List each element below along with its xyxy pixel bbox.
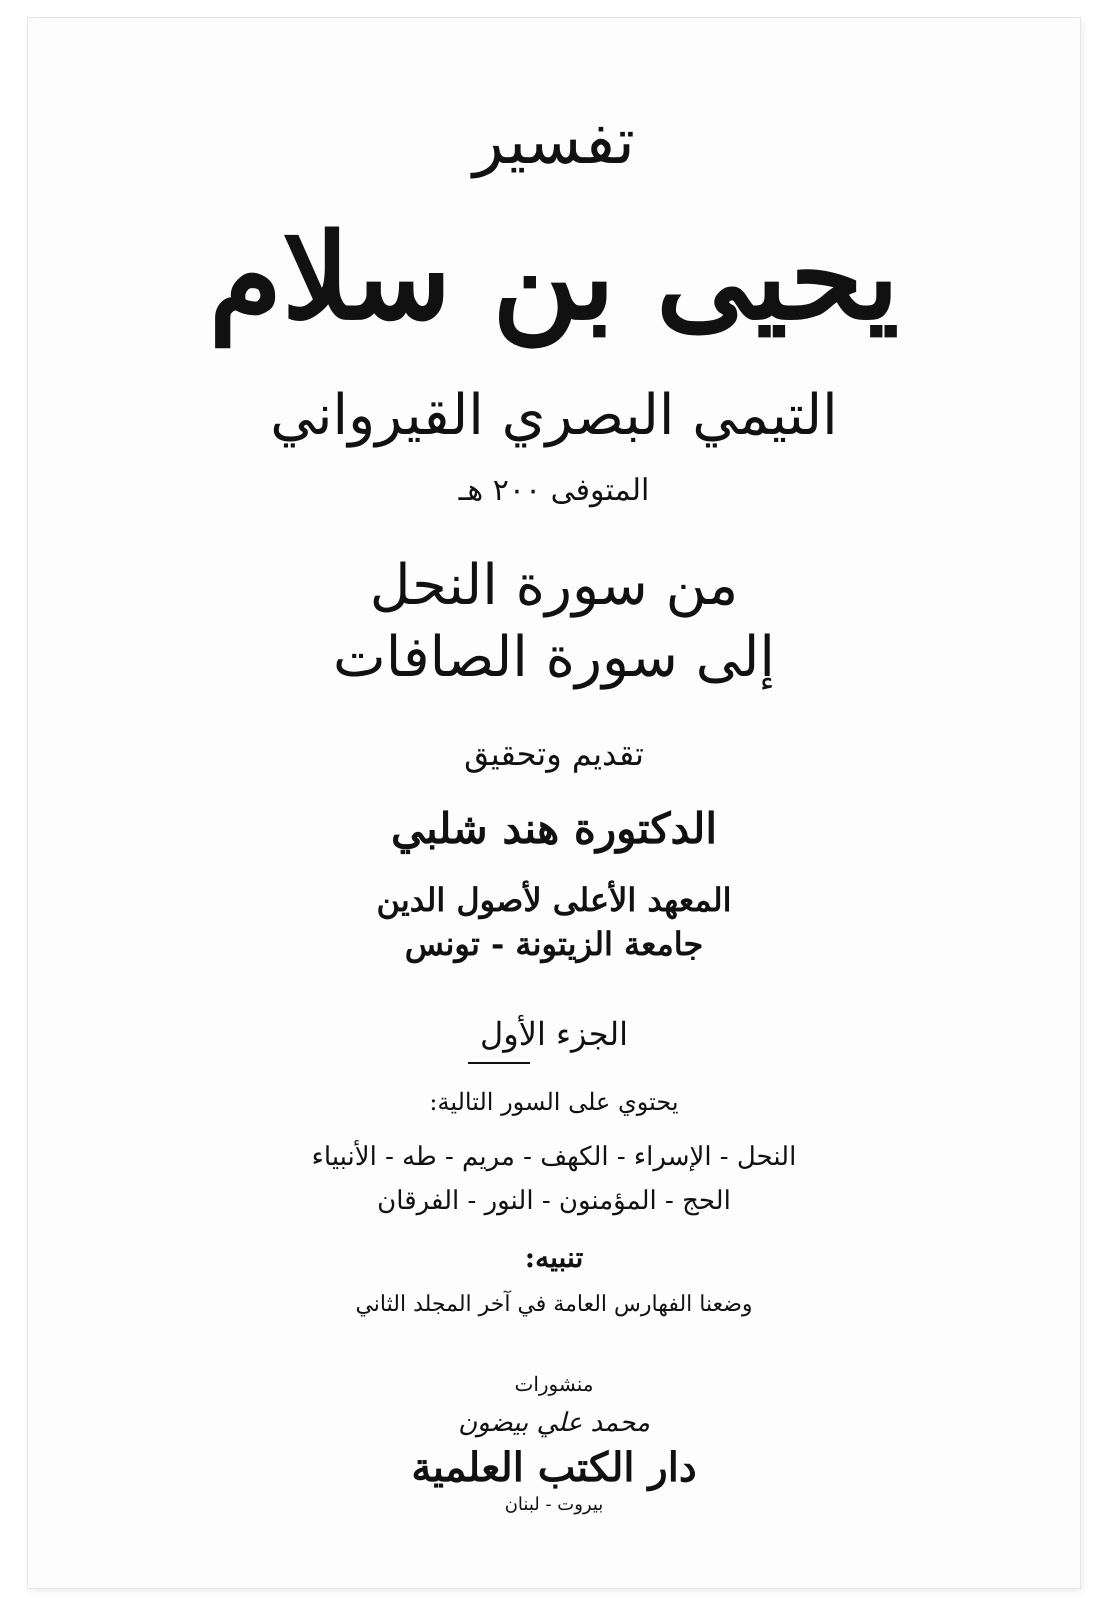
author-name: يحيى بن سلام xyxy=(208,207,900,346)
publisher-city: بيروت - لبنان xyxy=(504,1494,604,1515)
range-end: إلى سورة الصافات xyxy=(333,625,775,690)
editor-university: جامعة الزيتونة - تونس xyxy=(404,925,704,963)
range-start: من سورة النحل xyxy=(369,553,739,618)
author-nisba: التيمي البصري القيرواني xyxy=(270,383,838,448)
publishing-house-logo: دار الكتب العلمية xyxy=(411,1444,697,1491)
editor-institution: المعهد الأعلى لأصول الدين xyxy=(376,881,732,919)
volume-label: الجزء الأول xyxy=(479,1015,628,1053)
note-label: تنبيه: xyxy=(524,1241,584,1274)
surah-list-line-1: النحل - الإسراء - الكهف - مريم - طه - الأنبياء xyxy=(311,1142,797,1172)
volume-underline xyxy=(468,1062,530,1064)
tafsir-heading: تفسير xyxy=(473,105,635,179)
surah-list-line-2: الحج - المؤمنون - النور - الفرقان xyxy=(377,1186,731,1216)
author-death-date: المتوفى ٢٠٠ هـ xyxy=(458,473,650,508)
publisher-label: منشورات xyxy=(514,1372,594,1396)
note-text: وضعنا الفهارس العامة في آخر المجلد الثاني xyxy=(355,1292,753,1317)
contents-label: يحتوي على السور التالية: xyxy=(429,1088,679,1116)
publisher-name: محمد علي بيضون xyxy=(458,1408,650,1438)
editor-role-label: تقديم وتحقيق xyxy=(464,735,644,773)
book-title-page xyxy=(28,18,1080,1588)
editor-name: الدكتورة هند شلبي xyxy=(390,804,718,853)
